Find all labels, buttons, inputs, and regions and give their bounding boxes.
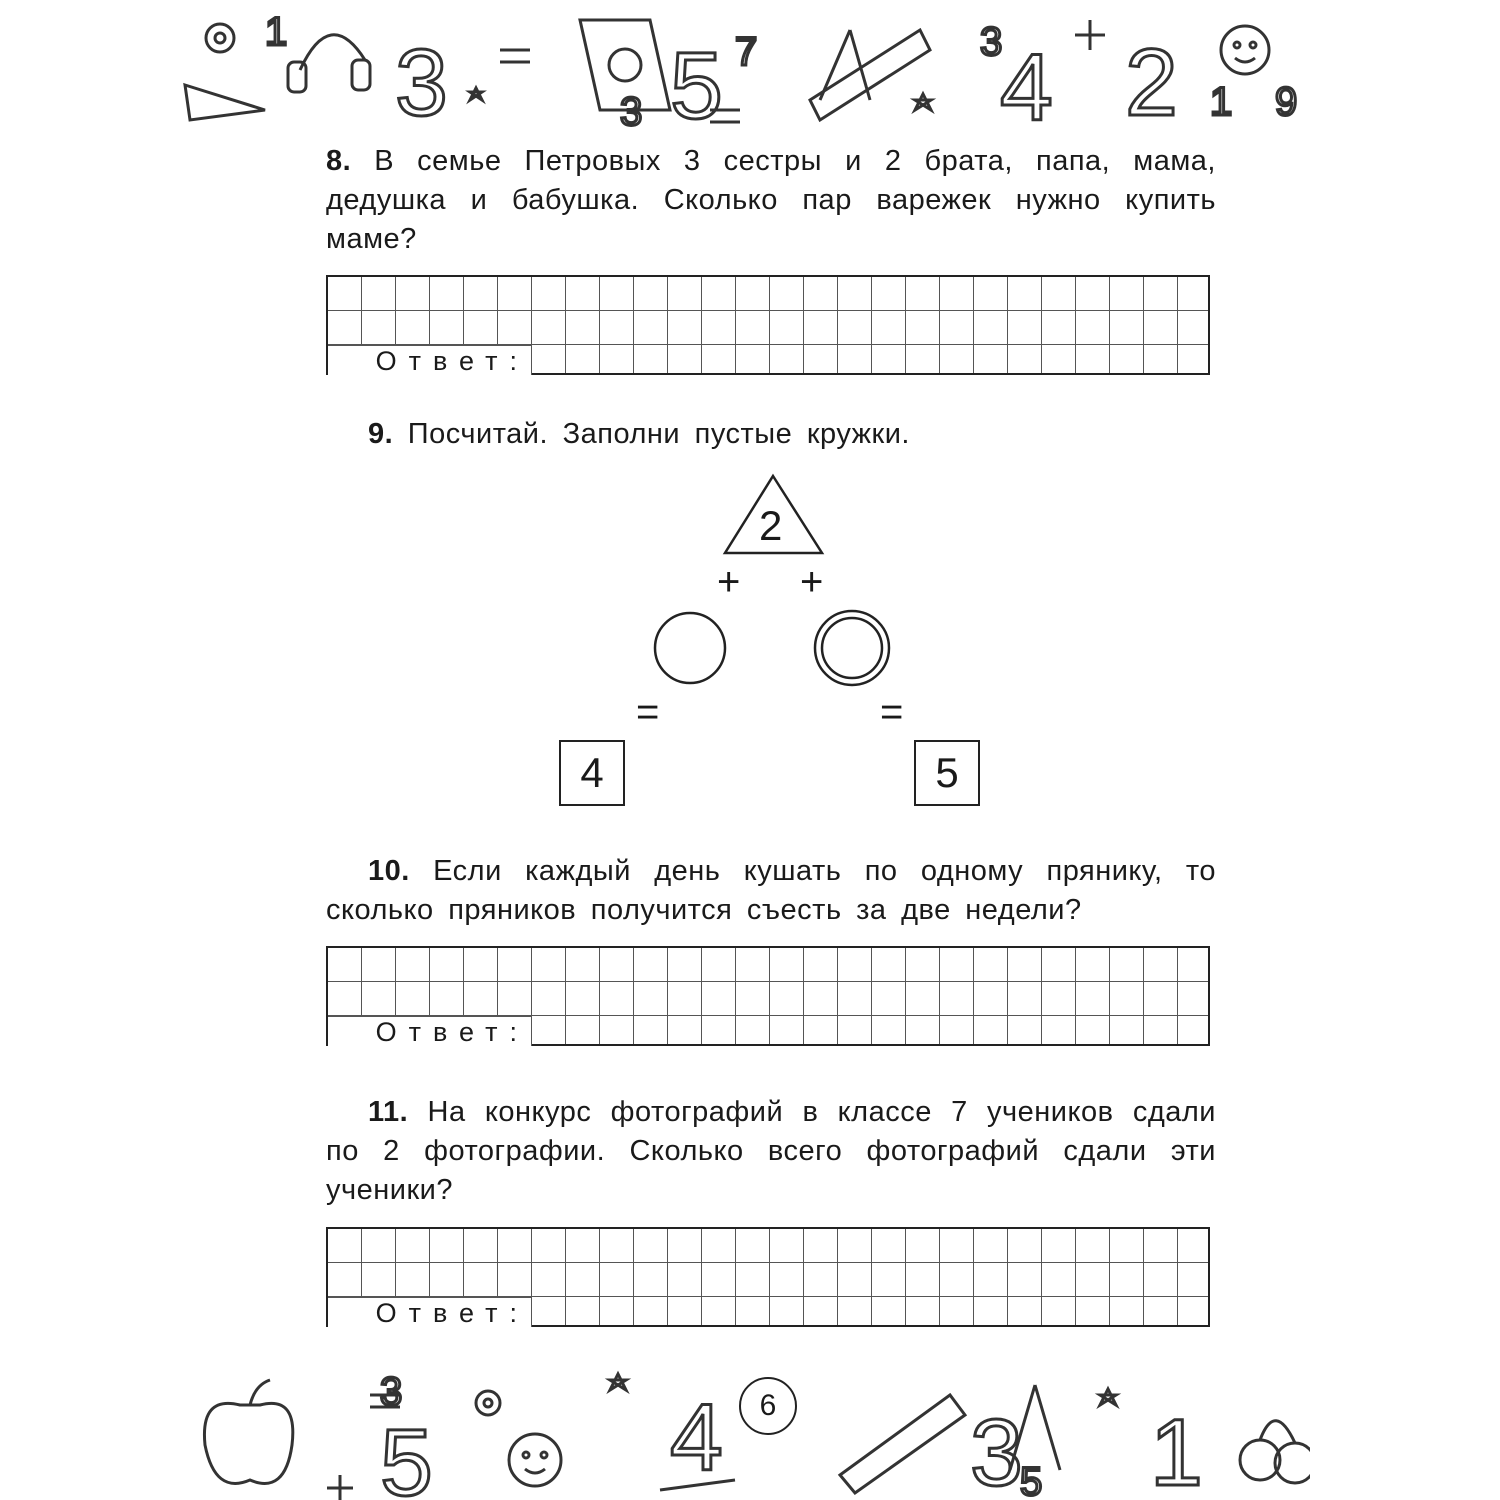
deco-digit: 1 (265, 10, 288, 54)
answer-label: Ответ: (328, 1016, 532, 1046)
equals-icon (500, 50, 530, 62)
task-number: 8. (326, 145, 352, 177)
plus-icon (327, 1475, 353, 1500)
task-number: 11. (368, 1096, 409, 1128)
deco-digit: 3 (970, 1400, 1023, 1500)
task-10 (326, 852, 1216, 930)
right-box: 5 (914, 740, 980, 806)
boy-face-icon (1221, 26, 1269, 74)
deco-digit: 3 (380, 1370, 403, 1414)
deco-digit: 9 (1275, 80, 1298, 124)
task-8 (326, 142, 1216, 259)
task-text: На конкурс фотографий в классе 7 учеников сдали по 2 фотографии. Сколько всего фотографий сдали эти ученики? (326, 1096, 1216, 1206)
flower-icon (476, 1391, 500, 1415)
task-9 (368, 415, 1168, 454)
deco-digit: 4 (1000, 35, 1053, 135)
deco-digit: 5 (380, 1410, 433, 1500)
page-number: 6 (739, 1377, 797, 1435)
task-text: Если каждый день кушать по одному прянику, то сколько пряников получится съесть за две недели? (326, 855, 1216, 926)
triangle-value: 2 (759, 502, 783, 549)
deco-digit: 3 (980, 20, 1003, 64)
flower-icon (206, 24, 234, 52)
task-number: 9. (368, 418, 394, 450)
deco-digit: 5 (670, 33, 723, 135)
apple-icon (204, 1403, 292, 1483)
top-decorative-border (180, 0, 1310, 135)
deco-digit: 3 (620, 90, 643, 134)
deco-digit: 2 (1125, 30, 1178, 135)
number-diagram (540, 470, 1000, 820)
ruler-icon (840, 1395, 965, 1493)
answer-grid-11[interactable] (326, 1227, 1210, 1327)
star-icon (610, 1374, 626, 1390)
task-number: 10. (368, 855, 410, 887)
deco-digit: 5 (1020, 1460, 1043, 1500)
answer-label: Ответ: (328, 1297, 532, 1327)
deco-digit: 1 (1150, 1400, 1203, 1500)
task-text: Посчитай. Заполни пустые кружки. (407, 418, 910, 450)
plus-sign-left: + (717, 560, 741, 604)
task-11 (326, 1093, 1216, 1210)
bottom-decorative-border (180, 1365, 1310, 1500)
star-icon (915, 94, 931, 110)
deco-digit: 1 (1210, 80, 1233, 124)
task-text: В семье Петровых 3 сестры и 2 брата, папа, мама, дедушка и бабушка. Сколько пар варежек нужно купить маме? (326, 145, 1216, 255)
plus-icon (1075, 20, 1105, 50)
smiley-icon (609, 49, 641, 81)
headphones-icon (300, 35, 365, 70)
deco-digit: 4 (670, 1385, 723, 1491)
plus-sign-right: + (800, 560, 824, 604)
ruler-triangle-icon (185, 85, 265, 120)
left-box: 4 (559, 740, 625, 806)
deco-digit: 3 (395, 30, 448, 135)
equals-sign-left: = (636, 690, 660, 734)
answer-label: Ответ: (328, 345, 532, 375)
ruler-icon (810, 30, 930, 120)
boy-face-icon (509, 1434, 561, 1486)
answer-grid-10[interactable] (326, 946, 1210, 1046)
answer-grid-8[interactable] (326, 275, 1210, 375)
equals-sign-right: = (880, 690, 904, 734)
empty-circle-left (655, 613, 725, 683)
deco-digit: 7 (735, 30, 758, 74)
empty-circle-right (815, 611, 889, 685)
